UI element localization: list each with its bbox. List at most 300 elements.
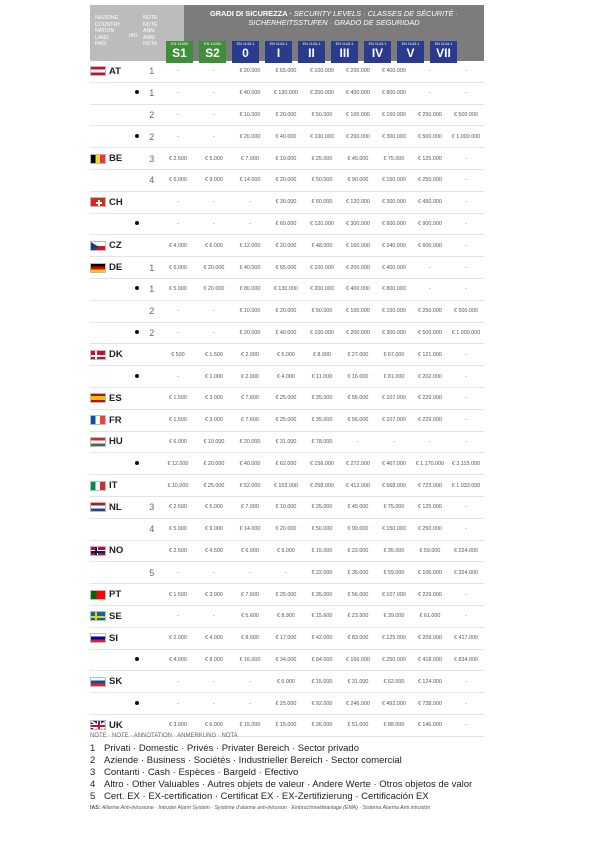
value-cell: - — [196, 213, 232, 235]
value-cell: € 25.000 — [268, 693, 304, 715]
value-cell: € 31.000 — [340, 671, 376, 693]
table-row — [90, 82, 484, 104]
value-cell: € 9.000 — [196, 169, 232, 191]
value-cell: € 2.500 — [160, 540, 196, 562]
table-row — [90, 61, 484, 82]
value-cell: € 7.000 — [232, 496, 268, 518]
value-cell: € 2.500 — [160, 496, 196, 518]
value-cell: € 272.000 — [340, 453, 376, 475]
value-cell: € 156.000 — [304, 453, 340, 475]
value-cell: - — [448, 714, 484, 736]
ias-cell — [131, 366, 143, 388]
value-cell: - — [160, 213, 196, 235]
table-row — [90, 562, 484, 584]
table-row — [90, 300, 484, 322]
note-cell — [143, 387, 159, 409]
value-cell: € 3.000 — [196, 409, 232, 431]
value-cell: - — [160, 126, 196, 148]
ias-cell — [131, 82, 143, 104]
note-cell — [143, 584, 159, 606]
value-cell: € 67.000 — [376, 344, 412, 366]
value-cell: € 229.000 — [412, 387, 448, 409]
note-cell — [143, 475, 159, 497]
country-cell — [90, 562, 131, 584]
value-cell: - — [448, 344, 484, 366]
value-cell: € 50.000 — [304, 104, 340, 126]
grade-standard: EN 1143-1 — [401, 42, 420, 46]
country-cell — [90, 191, 131, 213]
ias-bullet-icon — [135, 701, 139, 705]
note-item — [90, 791, 510, 803]
value-cell: € 20.000 — [232, 126, 268, 148]
value-cell: € 5.000 — [160, 278, 196, 300]
value-cell: € 20.000 — [232, 431, 268, 453]
value-cell: - — [448, 278, 484, 300]
table-row — [90, 235, 484, 257]
value-cell: € 31.000 — [268, 431, 304, 453]
value-cell: - — [448, 257, 484, 279]
country-code: CZ — [109, 240, 122, 252]
note-item — [90, 779, 510, 791]
notes-list — [90, 743, 510, 803]
value-cell: € 34.000 — [268, 649, 304, 671]
value-cell: € 56.000 — [340, 387, 376, 409]
note-text: Contanti · Cash · Espèces · Bargeld · Efectivo — [104, 767, 299, 778]
value-cell: € 15.000 — [304, 671, 340, 693]
country-cell — [90, 235, 131, 257]
value-cell: € 4.000 — [160, 649, 196, 671]
value-cell: € 4.000 — [160, 235, 196, 257]
country-cell — [90, 257, 131, 279]
note-cell — [143, 540, 159, 562]
value-cell: - — [160, 191, 196, 213]
grade-label: V — [406, 46, 415, 60]
value-cell: € 59.000 — [376, 562, 412, 584]
table-row — [90, 344, 484, 366]
value-cell: - — [160, 605, 196, 627]
note-cell — [143, 605, 159, 627]
value-cell: € 40.000 — [268, 126, 304, 148]
value-cell: - — [448, 148, 484, 170]
value-cell: € 1.500 — [160, 387, 196, 409]
value-cell: € 1.500 — [160, 584, 196, 606]
value-cell: € 83.000 — [340, 627, 376, 649]
value-cell: € 120.000 — [304, 213, 340, 235]
value-cell: € 25.000 — [304, 496, 340, 518]
country-cell — [90, 126, 131, 148]
value-cell: - — [448, 61, 484, 82]
value-cell: € 20.000 — [196, 453, 232, 475]
value-cell: € 125.000 — [376, 627, 412, 649]
value-cell: - — [196, 126, 232, 148]
table-row — [90, 518, 484, 540]
value-cell: - — [448, 387, 484, 409]
table-row — [90, 148, 484, 170]
ias-bullet-icon — [135, 90, 139, 94]
table-row — [90, 605, 484, 627]
value-cell: - — [448, 605, 484, 627]
ias-cell — [131, 148, 143, 170]
value-cell: € 10.000 — [268, 148, 304, 170]
ias-cell — [131, 453, 143, 475]
ias-bullet-icon — [135, 330, 139, 334]
value-cell: € 4.000 — [196, 627, 232, 649]
value-cell: € 125.000 — [412, 496, 448, 518]
value-cell: - — [160, 61, 196, 82]
value-cell: € 7.600 — [232, 409, 268, 431]
table-row — [90, 169, 484, 191]
value-cell: € 568.000 — [376, 475, 412, 497]
value-cell: - — [160, 104, 196, 126]
value-cell: € 45.000 — [340, 148, 376, 170]
country-cell — [90, 584, 131, 606]
value-cell: € 200.000 — [340, 257, 376, 279]
value-cell: € 92.000 — [304, 693, 340, 715]
value-cell: € 3.000 — [196, 387, 232, 409]
value-cell: € 7.600 — [232, 584, 268, 606]
value-cell: € 90.000 — [340, 169, 376, 191]
value-cell: € 150.000 — [376, 104, 412, 126]
value-cell: € 6.000 — [268, 671, 304, 693]
flag-es-icon — [90, 393, 106, 403]
value-cell: € 2.000 — [160, 627, 196, 649]
ias-cell — [131, 387, 143, 409]
value-cell: € 5.000 — [196, 496, 232, 518]
value-cell: - — [196, 671, 232, 693]
value-cell: € 61.000 — [412, 605, 448, 627]
note-cell: 2 — [143, 104, 159, 126]
country-code: SK — [109, 676, 123, 688]
table-row — [90, 496, 484, 518]
flag-be-icon — [90, 154, 106, 164]
value-cell: - — [376, 431, 412, 453]
value-cell: € 3.000 — [196, 584, 232, 606]
grade-standard: EN 1143-1 — [335, 42, 354, 46]
country-cell — [90, 148, 131, 170]
ias-cell — [131, 169, 143, 191]
value-cell: € 300.000 — [376, 126, 412, 148]
ias-cell — [131, 605, 143, 627]
ias-cell — [131, 475, 143, 497]
ias-cell — [131, 409, 143, 431]
value-cell: € 2.000 — [232, 344, 268, 366]
flag-se-icon — [90, 611, 106, 621]
value-cell: - — [448, 235, 484, 257]
grade-label: S2 — [205, 46, 220, 60]
country-cell — [90, 540, 131, 562]
value-cell: € 500.000 — [448, 104, 484, 126]
table-row — [90, 213, 484, 235]
ias-bullet-icon — [135, 461, 139, 465]
flag-cz-icon — [90, 241, 106, 251]
value-cell: € 22.000 — [304, 562, 340, 584]
value-cell: € 90.000 — [340, 518, 376, 540]
country-cell — [90, 496, 131, 518]
grade-standard: EN 14450 — [204, 42, 221, 46]
note-cell — [143, 671, 159, 693]
country-cell — [90, 169, 131, 191]
country-code: AT — [109, 65, 121, 77]
note-cell — [143, 213, 159, 235]
value-cell: - — [196, 300, 232, 322]
value-cell: € 100.000 — [304, 61, 340, 82]
value-cell: € 23.500 — [340, 605, 376, 627]
value-cell: € 121.000 — [412, 344, 448, 366]
value-cell: - — [412, 278, 448, 300]
ias-cell — [131, 431, 143, 453]
country-cell — [90, 278, 131, 300]
value-cell: € 107.000 — [376, 387, 412, 409]
value-cell: € 8.900 — [268, 605, 304, 627]
note-cell: 2 — [143, 126, 159, 148]
value-cell: € 600.000 — [376, 213, 412, 235]
note-cell: 1 — [143, 278, 159, 300]
flag-si-icon — [90, 633, 106, 643]
ias-cell — [131, 540, 143, 562]
country-cell — [90, 213, 131, 235]
value-cell: € 81.000 — [376, 366, 412, 388]
value-cell: € 75.000 — [376, 148, 412, 170]
ias-cell — [131, 562, 143, 584]
table-row — [90, 584, 484, 606]
value-cell: - — [448, 671, 484, 693]
value-cell: € 450.000 — [412, 191, 448, 213]
security-table — [90, 61, 484, 737]
grade-label: IV — [371, 46, 384, 60]
note-cell: 1 — [143, 82, 159, 104]
value-cell: - — [196, 61, 232, 82]
flag-hu-icon — [90, 437, 106, 447]
value-cell: - — [196, 191, 232, 213]
value-cell: € 100.000 — [340, 104, 376, 126]
value-cell: € 25.000 — [268, 387, 304, 409]
note-text: Aziende · Business · Sociétés · Industrieller Bereich · Sector comercial — [104, 755, 402, 766]
value-cell: € 200.000 — [340, 126, 376, 148]
value-cell: € 50.000 — [304, 169, 340, 191]
note-cell: 2 — [143, 300, 159, 322]
ias-cell — [131, 344, 143, 366]
value-cell: € 1.500 — [196, 344, 232, 366]
value-cell: € 20.000 — [232, 61, 268, 82]
value-cell: € 17.000 — [268, 627, 304, 649]
value-cell: € 100.000 — [340, 300, 376, 322]
header-title: GRADI DI SICUREZZA · SECURITY LEVELS · CLASSES DE SÉCURITÉ · SICHERHEITSSTUFEN · GRADO DE SEGURIDAD — [209, 9, 459, 27]
value-cell: € 35.000 — [340, 562, 376, 584]
value-cell: - — [448, 366, 484, 388]
value-cell: € 106.000 — [412, 562, 448, 584]
note-cell: 3 — [143, 148, 159, 170]
value-cell: € 738.000 — [412, 693, 448, 715]
value-cell: € 22.000 — [340, 540, 376, 562]
note-cell — [143, 235, 159, 257]
grade-boxes — [166, 41, 463, 63]
value-cell: € 3.115.000 — [448, 453, 484, 475]
value-cell: € 10.000 — [232, 104, 268, 126]
country-code: DE — [109, 262, 123, 274]
value-cell: - — [160, 562, 196, 584]
value-cell: € 10.000 — [232, 300, 268, 322]
flag-uk-icon — [90, 720, 106, 730]
value-cell: - — [160, 322, 196, 344]
value-cell: € 56.000 — [340, 409, 376, 431]
value-cell: € 65.000 — [268, 257, 304, 279]
value-cell: - — [232, 693, 268, 715]
value-cell: € 130.000 — [268, 278, 304, 300]
value-cell: € 1.500 — [160, 409, 196, 431]
value-cell: € 9.000 — [268, 540, 304, 562]
value-cell: - — [196, 562, 232, 584]
value-cell: € 48.000 — [304, 235, 340, 257]
value-cell: € 12.000 — [232, 235, 268, 257]
value-cell: € 103.000 — [268, 475, 304, 497]
note-text: Altro · Other Valuables · Autres objets de valeur · Andere Werte · Otros objetos de valor — [104, 779, 473, 790]
value-cell: € 258.000 — [304, 475, 340, 497]
country-code: SE — [109, 610, 122, 622]
value-cell: € 229.000 — [412, 584, 448, 606]
table-row — [90, 649, 484, 671]
grade-label: VII — [436, 46, 451, 60]
table-row — [90, 104, 484, 126]
flag-no-icon — [90, 546, 106, 556]
note-cell — [143, 649, 159, 671]
value-cell: - — [196, 322, 232, 344]
value-cell: € 16.000 — [232, 649, 268, 671]
value-cell: € 39.000 — [376, 605, 412, 627]
value-cell: € 107.000 — [376, 584, 412, 606]
value-cell: € 200.000 — [304, 82, 340, 104]
value-cell: € 1.000.000 — [448, 126, 484, 148]
ias-cell — [131, 126, 143, 148]
value-cell: € 20.000 — [268, 169, 304, 191]
value-cell: € 9.000 — [196, 518, 232, 540]
value-cell: € 400.000 — [340, 278, 376, 300]
value-cell: € 7.000 — [232, 148, 268, 170]
ias-bullet-icon — [135, 286, 139, 290]
value-cell: € 120.000 — [340, 191, 376, 213]
value-cell: € 800.000 — [376, 82, 412, 104]
note-number: 5 — [90, 791, 96, 802]
note-label: NOTE NOTE ANN. ANM. NOTA — [143, 15, 158, 48]
value-cell: € 100.000 — [304, 126, 340, 148]
value-cell: € 50.000 — [304, 518, 340, 540]
value-cell: € 800.000 — [376, 278, 412, 300]
note-cell: 5 — [143, 562, 159, 584]
table-row — [90, 191, 484, 213]
value-cell: € 400.000 — [340, 82, 376, 104]
value-cell: € 202.000 — [412, 366, 448, 388]
value-cell: - — [412, 431, 448, 453]
country-cell — [90, 518, 131, 540]
ias-cell — [131, 104, 143, 126]
value-cell: € 5.600 — [232, 605, 268, 627]
country-cell — [90, 300, 131, 322]
value-cell: - — [232, 213, 268, 235]
note-cell — [143, 627, 159, 649]
value-cell: € 45.000 — [340, 496, 376, 518]
value-cell: € 30.000 — [268, 191, 304, 213]
flag-fr-icon — [90, 415, 106, 425]
note-cell — [143, 344, 159, 366]
value-cell: € 65.000 — [268, 61, 304, 82]
value-cell: - — [448, 82, 484, 104]
value-cell: € 35.000 — [304, 387, 340, 409]
value-cell: € 100.000 — [304, 257, 340, 279]
value-cell: € 20.000 — [268, 104, 304, 126]
value-cell: € 418.000 — [412, 649, 448, 671]
note-cell — [143, 453, 159, 475]
grade-standard: EN 14450 — [171, 42, 188, 46]
value-cell: € 15.000 — [232, 714, 268, 736]
value-cell: - — [448, 496, 484, 518]
note-number: 3 — [90, 767, 96, 778]
table-row — [90, 671, 484, 693]
ias-label: IAS — [129, 33, 138, 39]
value-cell: - — [232, 191, 268, 213]
value-cell: € 5.000 — [160, 518, 196, 540]
value-cell: € 20.000 — [268, 235, 304, 257]
value-cell: € 1.000.000 — [448, 322, 484, 344]
value-cell: € 500.000 — [448, 300, 484, 322]
ias-cell — [131, 649, 143, 671]
value-cell: € 15.600 — [304, 605, 340, 627]
note-cell: 1 — [143, 61, 159, 82]
value-cell: € 20.000 — [268, 518, 304, 540]
grade-standard: EN 1143-1 — [434, 42, 453, 46]
security-table-container — [90, 5, 484, 737]
value-cell: - — [448, 584, 484, 606]
note-item — [90, 755, 510, 767]
country-cell — [90, 409, 131, 431]
value-cell: € 75.000 — [376, 496, 412, 518]
value-cell: € 224.000 — [448, 540, 484, 562]
value-cell: € 27.000 — [340, 344, 376, 366]
country-cell — [90, 671, 131, 693]
value-cell: € 250.000 — [412, 518, 448, 540]
note-number: 1 — [90, 743, 96, 754]
country-cell — [90, 344, 131, 366]
value-cell: € 6.000 — [196, 714, 232, 736]
value-cell: € 84.000 — [304, 649, 340, 671]
value-cell: € 723.000 — [412, 475, 448, 497]
value-cell: € 8.000 — [196, 649, 232, 671]
notes-title: NOTE · NOTE · ANNOTATION · ANMERKUNG · NOTA — [90, 733, 238, 739]
value-cell: - — [160, 366, 196, 388]
grade-label: I — [276, 46, 281, 60]
value-cell: € 11.000 — [304, 366, 340, 388]
table-row — [90, 126, 484, 148]
value-cell: - — [412, 257, 448, 279]
value-cell: - — [160, 82, 196, 104]
ias-cell — [131, 693, 143, 715]
table-row — [90, 278, 484, 300]
value-cell: - — [412, 82, 448, 104]
value-cell: € 324.000 — [448, 562, 484, 584]
value-cell: € 25.000 — [196, 475, 232, 497]
flag-dk-icon — [90, 350, 106, 360]
value-cell: € 6.000 — [232, 540, 268, 562]
country-cell — [90, 61, 131, 82]
table-row — [90, 257, 484, 279]
grade-label: III — [339, 46, 350, 60]
ias-cell — [131, 627, 143, 649]
value-cell: € 25.000 — [268, 409, 304, 431]
value-cell: € 25.000 — [304, 148, 340, 170]
value-cell: - — [340, 431, 376, 453]
value-cell: € 10.000 — [196, 431, 232, 453]
value-cell: € 51.000 — [340, 714, 376, 736]
country-cell — [90, 322, 131, 344]
flag-sk-icon — [90, 677, 106, 687]
